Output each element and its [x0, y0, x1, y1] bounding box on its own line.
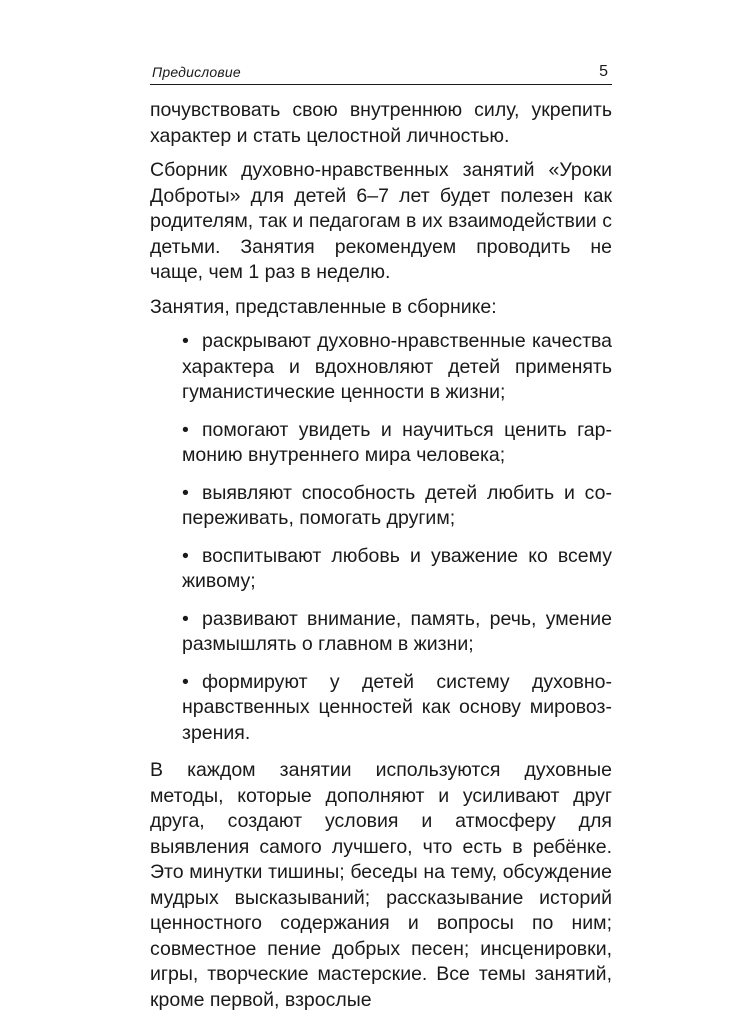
running-header: [150, 60, 612, 85]
bullet-text: помогают увидеть и научиться ценить гармонию внутреннего мира человека;: [182, 418, 612, 466]
bullet-icon: •: [182, 544, 189, 567]
bullet-item: [182, 670, 612, 747]
bullet-icon: •: [182, 670, 189, 693]
bullet-text: воспитывают любовь и уважение ко всему живому;: [182, 544, 612, 592]
paragraph-list-intro: Занятия, представленные в сборнике:: [150, 295, 497, 318]
paragraph-methods: В каждом занятии используются духовные методы, которые дополняют и усиливают друг друга, создают условия и атмосферу для выявления самого лучшего, что есть в ребёнке. Это минутки тишины; беседы на тему, обсуждение мудрых высказываний; рассказывание историй ценностного содержания и вопросы по ним; совместное пение добрых песен; инсценировки, игры, творческие мастерские. Все темы занятий, кроме первой, взрослые: [150, 759, 612, 1011]
bullet-text: раскрывают духовно-нравственные качества характера и вдохновляют детей применять гуманистические ценности в жизни;: [182, 330, 612, 403]
bullet-icon: •: [182, 607, 189, 630]
bullet-item: [182, 329, 612, 406]
bullet-text: выявляют способность детей любить и сопереживать, помогать другим;: [182, 481, 612, 529]
page-number: 5: [599, 63, 608, 80]
bullet-item: [182, 481, 612, 532]
bullet-icon: •: [182, 418, 189, 441]
paragraph-collection-description: Сборник духовно-нравственных занятий «Уроки Доброты» для детей 6–7 лет будет полезен как родителям, так и педагогам в их взаимодействии с детьми. Занятия рекомендуем проводить не чаще, чем 1 раз в неделю.: [150, 159, 612, 283]
bullet-item: [182, 418, 612, 469]
bullet-icon: •: [182, 481, 189, 504]
body-text: [150, 98, 612, 1022]
bullet-icon: •: [182, 330, 189, 352]
bullet-item: [182, 607, 612, 658]
bullet-text: формируют у детей систему духовно-нравственных ценностей как основу мировоззрения.: [182, 670, 612, 744]
running-title: Предисловие: [152, 64, 241, 80]
bullet-text: развивают внимание, память, речь, умение размышлять о главном в жизни;: [182, 607, 612, 655]
bullet-list: [150, 329, 612, 746]
paragraph-continuation: почувствовать свою внутреннюю силу, укрепить характер и стать целостной личностью.: [150, 99, 612, 147]
bullet-item: [182, 544, 612, 595]
